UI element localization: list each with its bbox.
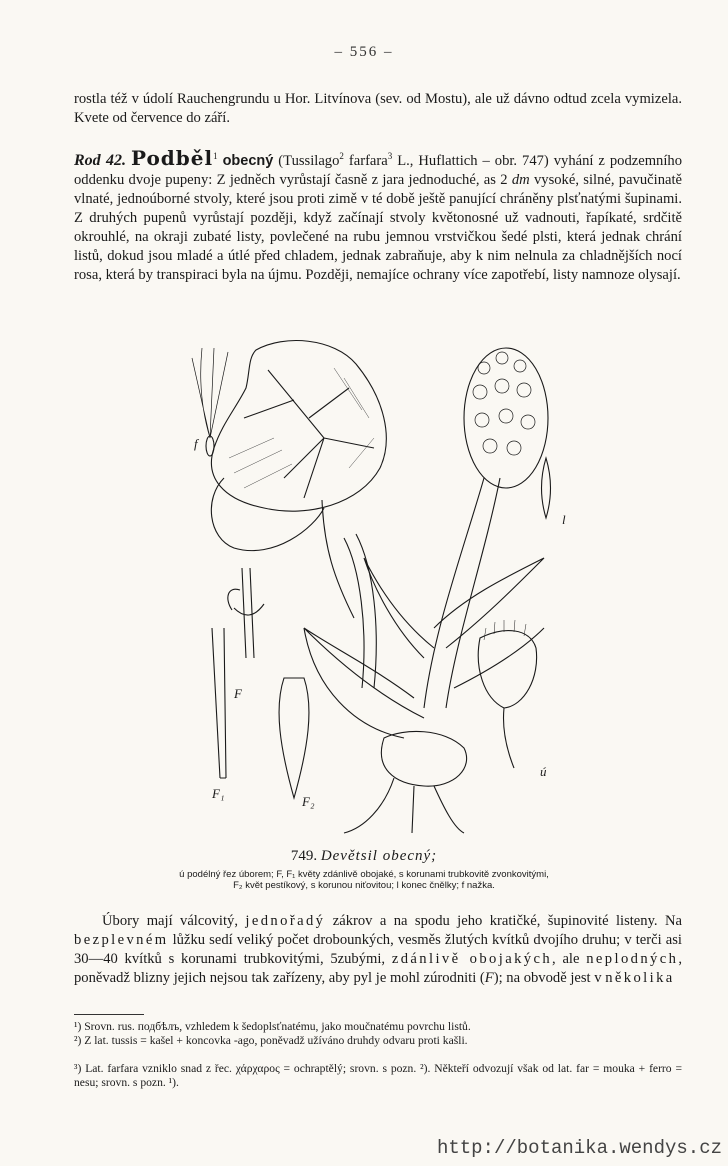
footnote-1: ¹) Srovn. rus. подбѣлъ, vzhledem k šedoplsťnatému, jako moučnatému povrchu listů. <box>74 1020 471 1033</box>
footnote-2: ²) Z lat. tussis = kašel + koncovka -ago, poněvadž užíváno druhdy odvaru proti kašli. <box>74 1034 468 1047</box>
emphasis-neplodnych: neplodných <box>586 951 679 967</box>
label-F1: F₁ <box>212 786 225 801</box>
text-segment: , poněvadž blizny jejich nejsou tak zařízeny, aby pyl je mohl zúrodniti ( <box>74 951 682 986</box>
coltsfoot-illustration <box>184 328 572 836</box>
unit-dm: dm <box>511 171 530 188</box>
figure-caption-line-2: F₂ květ pestíkový, s korunou niťovitou; l konec čnělky; f nažka. <box>233 880 495 891</box>
paragraph-intro: rostla též v údolí Rauchengrundu u Hor. Litvínova (sev. od Mostu), ale už dávno odtud zcela vymizela. Kvete od července do září. <box>74 91 682 126</box>
genus-name: Podběl <box>130 145 214 170</box>
footnote-3: ³) Lat. farfara vzniklo snad z řec. χάρχαρος = ochraptělý; srovn. s pozn. ²). Někteří odvozují však od lat. far = mouka + ferro = nesu; srovn. s pozn. ¹). <box>74 1062 682 1089</box>
genus-text-a: L., Huflattich – obr. 747) vyhání z podzemního oddenku dvoje pupeny: Z jedněch vyrůstají časně z jara jednoduché, as 2 <box>74 152 683 188</box>
figure-title <box>0 848 728 865</box>
emphasis-zdanlive-obojakych: zdánlivě obojakých <box>391 951 553 967</box>
label-u: ú <box>540 764 547 779</box>
emphasis-jednoradny: jednořadý <box>245 913 326 929</box>
text-segment: zákrov a na spodu jeho kratičké, šupinovité listeny. Na <box>325 913 682 929</box>
latin-name-open: (Tussilago <box>273 152 340 169</box>
text-segment: ); na obvodě jest v <box>493 970 606 986</box>
emphasis-bezplevnem: bezplevném <box>74 932 169 948</box>
label-F2: F₂ <box>302 794 315 809</box>
label-l: l <box>562 512 566 527</box>
figure-name: Devětsil obecný; <box>320 848 438 864</box>
text-segment: Úbory mají válcovitý, <box>102 913 246 929</box>
genus-number: Rod 42. <box>74 151 126 169</box>
text-segment: , ale <box>552 951 587 967</box>
figure-number: 749. <box>290 848 318 864</box>
text-segment: lůžku sedí veliký počet drobounkých, vesměs žlutých kvítků dvojího druhu; v terči asi 30—40 kvítků s korunami trubkovitými, 5zubými, <box>74 932 682 967</box>
genus-text-b: vysoké, silné, pavučinatě vlnaté, jednoúborné stvoly, které jsou proti zimě v té době ještě panující chráněny plsťnatými šupinami. Z druhých pupenů vyrůstají později, když začínají stvoly květonosné už vadnouti, řapíkaté, srdčitě okrouhlé, na okraji zubaté listy, povlečené na rubu jemnou vrstvičkou šedé plsti, která jednak chrání listů, dokud jsou mladé a útlé před chladem, jednak zabraňuje, aby k nim nelnula za chladnějších nocí rosa, která by transpiraci byla na újmu. Později, nemajíce ochrany více zapotřebí, listy namnoze olysají. <box>74 171 683 283</box>
paragraph-flowers <box>74 912 682 988</box>
page-number: – 556 – <box>334 44 394 60</box>
footnote-ref-3: 3 <box>387 151 393 161</box>
figure-caption-line-1: ú podélný řez úborem; F, F₁ květy zdánlivě obojaké, s korunami trubkovitě zvonkovitými, <box>179 869 549 880</box>
footnote-ref-1: 1 <box>213 151 218 161</box>
label-f: f <box>194 436 198 451</box>
footnote-divider <box>74 1014 144 1015</box>
species-epithet: obecný <box>222 152 274 169</box>
emphasis-nekolika: několika <box>605 970 675 986</box>
paragraph-genus <box>74 147 682 285</box>
latin-name-epithet: farfara <box>343 152 388 169</box>
figure-ref-F: F <box>484 970 494 986</box>
label-F: F <box>234 686 242 701</box>
footnote-ref-2: 2 <box>339 151 344 161</box>
source-url[interactable]: http://botanika.wendys.cz <box>436 1137 722 1159</box>
